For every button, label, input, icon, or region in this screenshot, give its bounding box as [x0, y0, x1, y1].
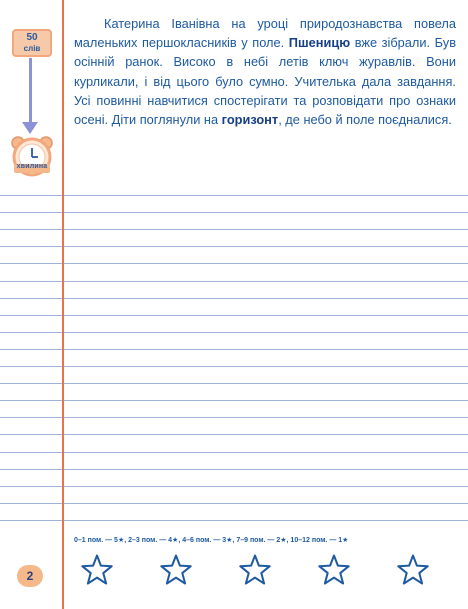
keyword-wheat: Пшеницю [288, 35, 351, 51]
story-part: , де небо й поле поєдналися. [278, 112, 452, 128]
timer-label: хвилина [16, 163, 48, 170]
story-text [74, 14, 456, 129]
star-icon[interactable] [159, 553, 193, 587]
scoring-legend: 0–1 пом. — 5★, 2–3 пом. — 4★, 4–6 пом. — 3★, 7–9 пом. — 2★, 10–12 пом. — 1★ [74, 537, 349, 544]
margin-line [62, 0, 64, 609]
word-count-unit: слів [23, 44, 41, 53]
keyword-horizon: горизонт [221, 112, 279, 128]
alarm-clock-icon [8, 132, 56, 180]
star-icon[interactable] [238, 553, 272, 587]
story-part: Катерина Іванівна на уроці природознавства повела маленьких першокласників у поле. [74, 16, 456, 51]
story-part: вже зібрали. Був осінній ранок. Високо в небі летів ключ журавлів. Вони курликали, і від цього було сумно. Учителька дала завдання. Усі повинні навчитися спостерігати та розповідати про ознаки осені. Діти поглянули на [74, 35, 456, 128]
word-count-badge [12, 29, 52, 57]
arrow-down-icon [29, 58, 32, 126]
word-count-number: 50 [26, 32, 38, 43]
rating-stars [80, 553, 460, 589]
star-icon[interactable] [396, 553, 430, 587]
star-icon[interactable] [80, 553, 114, 587]
star-icon[interactable] [317, 553, 351, 587]
page-number: 2 [17, 565, 43, 587]
